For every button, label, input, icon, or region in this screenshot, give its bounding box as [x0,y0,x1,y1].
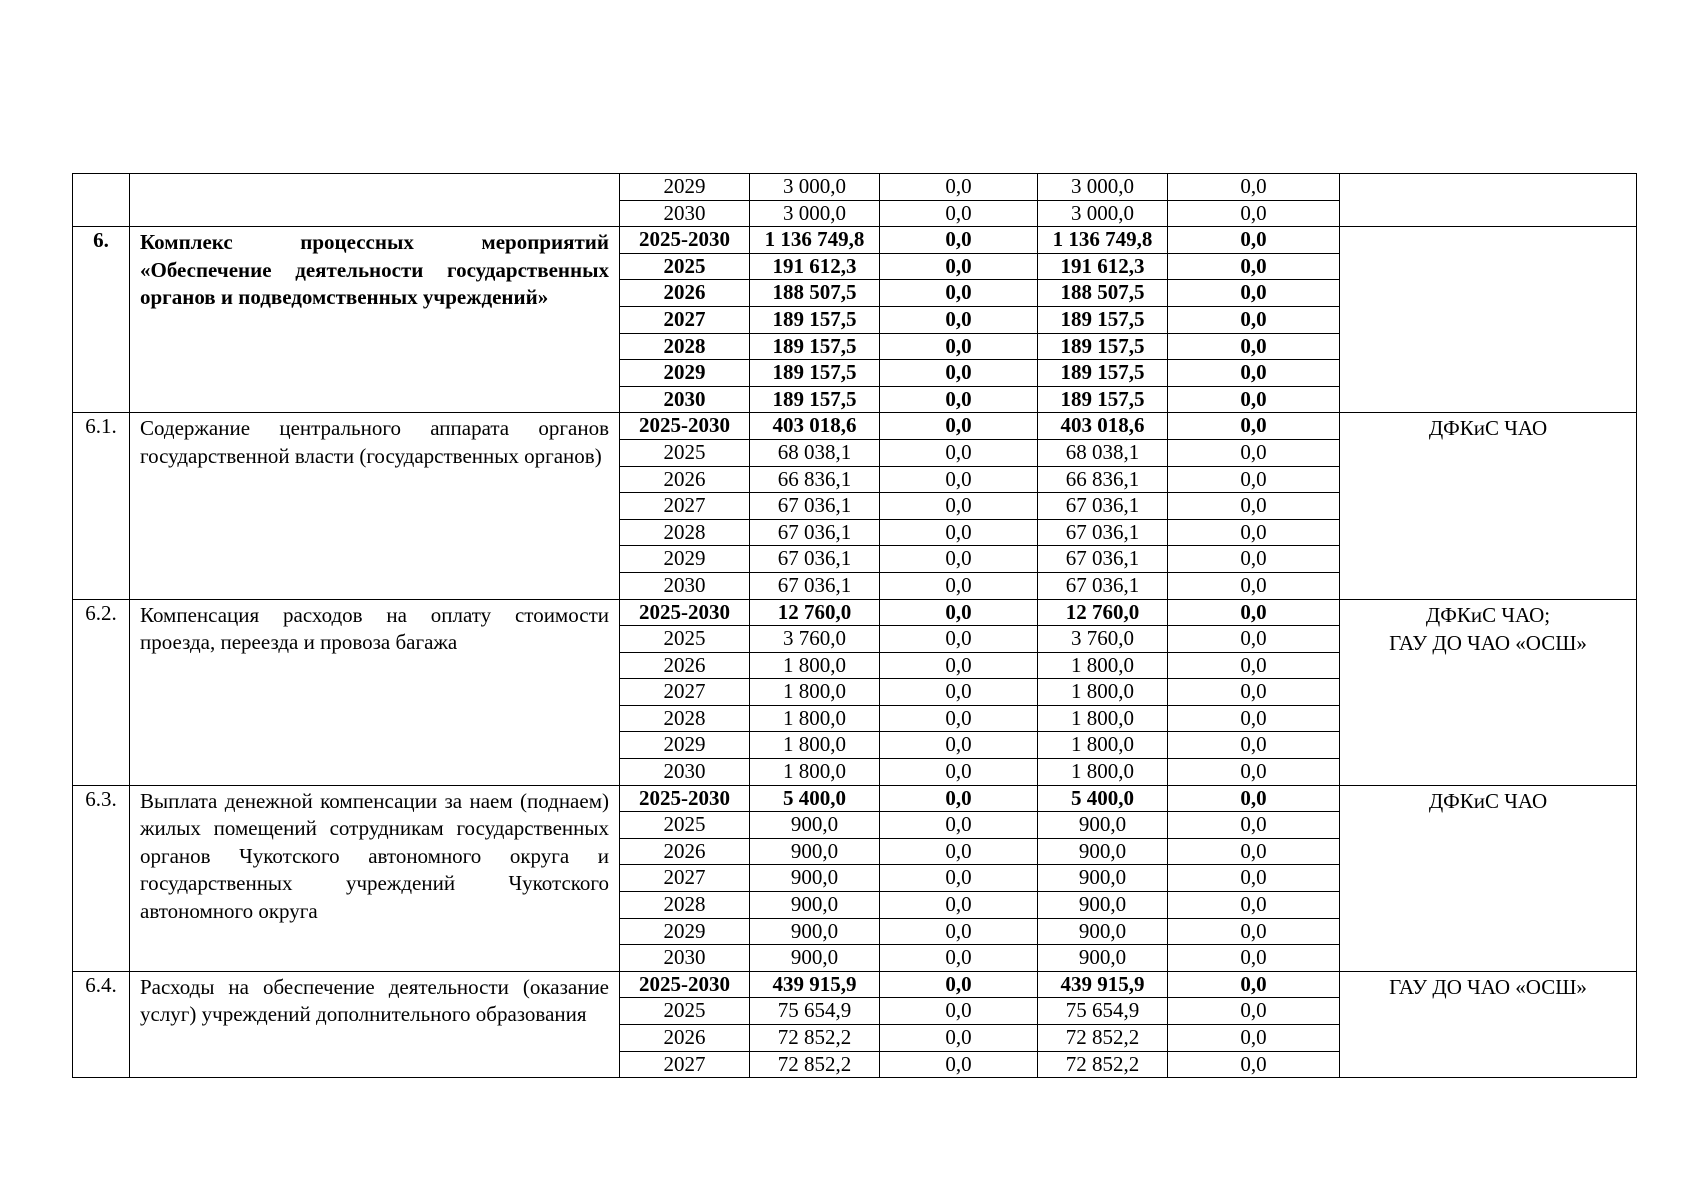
regional-budget-cell: 1 800,0 [1038,732,1168,759]
regional-budget-cell: 1 800,0 [1038,652,1168,679]
federal-budget-cell: 0,0 [880,360,1038,387]
other-sources-cell: 0,0 [1168,439,1340,466]
federal-budget-cell: 0,0 [880,945,1038,972]
other-sources-cell: 0,0 [1168,971,1340,998]
other-sources-cell: 0,0 [1168,812,1340,839]
responsible-executor-line: ГАУ ДО ЧАО «ОСШ» [1389,630,1587,655]
regional-budget-cell: 189 157,5 [1038,360,1168,387]
responsible-executor-cell [1340,971,1637,1077]
federal-budget-cell: 0,0 [880,652,1038,679]
regional-budget-cell: 900,0 [1038,945,1168,972]
item-name-cell: Компенсация расходов на оплату стоимости проезда, переезда и провоза багажа [130,599,620,785]
responsible-executor-cell [1340,174,1637,227]
regional-budget-cell: 189 157,5 [1038,333,1168,360]
year-cell: 2025-2030 [620,413,750,440]
federal-budget-cell: 0,0 [880,785,1038,812]
year-cell: 2027 [620,865,750,892]
year-cell: 2028 [620,333,750,360]
federal-budget-cell: 0,0 [880,679,1038,706]
year-cell: 2026 [620,466,750,493]
federal-budget-cell: 0,0 [880,705,1038,732]
regional-budget-cell: 439 915,9 [1038,971,1168,998]
federal-budget-cell: 0,0 [880,865,1038,892]
regional-budget-cell: 72 852,2 [1038,1051,1168,1078]
regional-budget-cell: 188 507,5 [1038,280,1168,307]
total-amount-cell: 1 800,0 [750,705,880,732]
regional-budget-cell: 1 800,0 [1038,705,1168,732]
federal-budget-cell: 0,0 [880,200,1038,227]
federal-budget-cell: 0,0 [880,892,1038,919]
item-number-cell [73,174,130,227]
regional-budget-cell: 403 018,6 [1038,413,1168,440]
federal-budget-cell: 0,0 [880,386,1038,413]
total-amount-cell: 67 036,1 [750,546,880,573]
item-number-cell: 6.4. [73,971,130,1077]
year-cell: 2027 [620,679,750,706]
federal-budget-cell: 0,0 [880,519,1038,546]
responsible-executor-cell [1340,413,1637,599]
year-cell: 2026 [620,1025,750,1052]
year-cell: 2025 [620,626,750,653]
regional-budget-cell: 3 000,0 [1038,174,1168,201]
table-row [73,971,1637,998]
federal-budget-cell: 0,0 [880,599,1038,626]
federal-budget-cell: 0,0 [880,439,1038,466]
other-sources-cell: 0,0 [1168,306,1340,333]
federal-budget-cell: 0,0 [880,759,1038,786]
responsible-executor-line: ДФКиС ЧАО [1428,416,1548,441]
year-cell: 2026 [620,652,750,679]
regional-budget-cell: 67 036,1 [1038,572,1168,599]
year-cell: 2030 [620,945,750,972]
table-body [73,174,1637,1078]
responsible-executor-line: ДФКиС ЧАО [1428,788,1548,813]
federal-budget-cell: 0,0 [880,1051,1038,1078]
total-amount-cell: 900,0 [750,838,880,865]
regional-budget-cell: 900,0 [1038,918,1168,945]
year-cell: 2025-2030 [620,227,750,254]
total-amount-cell: 67 036,1 [750,572,880,599]
regional-budget-cell: 1 800,0 [1038,759,1168,786]
regional-budget-cell: 3 760,0 [1038,626,1168,653]
federal-budget-cell: 0,0 [880,998,1038,1025]
regional-budget-cell: 72 852,2 [1038,1025,1168,1052]
total-amount-cell: 189 157,5 [750,386,880,413]
other-sources-cell: 0,0 [1168,865,1340,892]
year-cell: 2027 [620,493,750,520]
regional-budget-cell: 66 836,1 [1038,466,1168,493]
other-sources-cell: 0,0 [1168,732,1340,759]
item-name-cell: Содержание центрального аппарата органов государственной власти (государственных органов) [130,413,620,599]
year-cell: 2029 [620,360,750,387]
item-number-cell: 6.1. [73,413,130,599]
year-cell: 2025 [620,253,750,280]
other-sources-cell: 0,0 [1168,174,1340,201]
other-sources-cell: 0,0 [1168,546,1340,573]
table-row [73,174,1637,201]
total-amount-cell: 403 018,6 [750,413,880,440]
regional-budget-cell: 1 800,0 [1038,679,1168,706]
year-cell: 2029 [620,546,750,573]
federal-budget-cell: 0,0 [880,812,1038,839]
year-cell: 2026 [620,280,750,307]
responsible-executor-cell [1340,599,1637,785]
other-sources-cell: 0,0 [1168,599,1340,626]
other-sources-cell: 0,0 [1168,652,1340,679]
regional-budget-cell: 3 000,0 [1038,200,1168,227]
year-cell: 2027 [620,306,750,333]
year-cell: 2029 [620,918,750,945]
year-cell: 2026 [620,838,750,865]
total-amount-cell: 67 036,1 [750,493,880,520]
other-sources-cell: 0,0 [1168,466,1340,493]
table-row [73,785,1637,812]
total-amount-cell: 3 760,0 [750,626,880,653]
other-sources-cell: 0,0 [1168,333,1340,360]
other-sources-cell: 0,0 [1168,785,1340,812]
federal-budget-cell: 0,0 [880,546,1038,573]
other-sources-cell: 0,0 [1168,200,1340,227]
year-cell: 2029 [620,174,750,201]
other-sources-cell: 0,0 [1168,1051,1340,1078]
total-amount-cell: 68 038,1 [750,439,880,466]
total-amount-cell: 3 000,0 [750,174,880,201]
other-sources-cell: 0,0 [1168,253,1340,280]
total-amount-cell: 1 800,0 [750,652,880,679]
regional-budget-cell: 67 036,1 [1038,546,1168,573]
other-sources-cell: 0,0 [1168,493,1340,520]
year-cell: 2025 [620,812,750,839]
item-number-cell: 6. [73,227,130,413]
regional-budget-cell: 67 036,1 [1038,519,1168,546]
year-cell: 2030 [620,759,750,786]
federal-budget-cell: 0,0 [880,280,1038,307]
year-cell: 2027 [620,1051,750,1078]
total-amount-cell: 900,0 [750,892,880,919]
regional-budget-cell: 191 612,3 [1038,253,1168,280]
table-row [73,413,1637,440]
regional-budget-cell: 67 036,1 [1038,493,1168,520]
regional-budget-cell: 900,0 [1038,838,1168,865]
federal-budget-cell: 0,0 [880,572,1038,599]
federal-budget-cell: 0,0 [880,466,1038,493]
total-amount-cell: 900,0 [750,918,880,945]
year-cell: 2029 [620,732,750,759]
other-sources-cell: 0,0 [1168,705,1340,732]
other-sources-cell: 0,0 [1168,998,1340,1025]
federal-budget-cell: 0,0 [880,493,1038,520]
total-amount-cell: 189 157,5 [750,306,880,333]
responsible-executor-cell [1340,227,1637,413]
other-sources-cell: 0,0 [1168,838,1340,865]
regional-budget-cell: 68 038,1 [1038,439,1168,466]
year-cell: 2025-2030 [620,971,750,998]
year-cell: 2028 [620,705,750,732]
regional-budget-cell: 189 157,5 [1038,386,1168,413]
year-cell: 2030 [620,572,750,599]
other-sources-cell: 0,0 [1168,227,1340,254]
other-sources-cell: 0,0 [1168,572,1340,599]
federal-budget-cell: 0,0 [880,1025,1038,1052]
responsible-executor-line: ГАУ ДО ЧАО «ОСШ» [1389,974,1587,999]
total-amount-cell: 67 036,1 [750,519,880,546]
total-amount-cell: 900,0 [750,812,880,839]
federal-budget-cell: 0,0 [880,413,1038,440]
year-cell: 2030 [620,386,750,413]
other-sources-cell: 0,0 [1168,759,1340,786]
federal-budget-cell: 0,0 [880,918,1038,945]
other-sources-cell: 0,0 [1168,519,1340,546]
item-name-cell: Комплекс процессных мероприятий «Обеспечение деятельности государственных органов и подведомственных учреждений» [130,227,620,413]
year-cell: 2030 [620,200,750,227]
table-row [73,227,1637,254]
federal-budget-cell: 0,0 [880,732,1038,759]
federal-budget-cell: 0,0 [880,333,1038,360]
total-amount-cell: 191 612,3 [750,253,880,280]
item-name-cell: Выплата денежной компенсации за наем (поднаем) жилых помещений сотрудникам государственных органов Чукотского автономного округа и государственных учреждений Чукотского автономного округа [130,785,620,971]
item-name-cell [130,174,620,227]
total-amount-cell: 900,0 [750,945,880,972]
federal-budget-cell: 0,0 [880,306,1038,333]
total-amount-cell: 72 852,2 [750,1051,880,1078]
other-sources-cell: 0,0 [1168,280,1340,307]
total-amount-cell: 3 000,0 [750,200,880,227]
regional-budget-cell: 900,0 [1038,865,1168,892]
federal-budget-cell: 0,0 [880,174,1038,201]
table-row [73,599,1637,626]
other-sources-cell: 0,0 [1168,413,1340,440]
regional-budget-cell: 900,0 [1038,892,1168,919]
item-name-cell: Расходы на обеспечение деятельности (оказание услуг) учреждений дополнительного образования [130,971,620,1077]
total-amount-cell: 189 157,5 [750,360,880,387]
total-amount-cell: 1 136 749,8 [750,227,880,254]
other-sources-cell: 0,0 [1168,679,1340,706]
total-amount-cell: 1 800,0 [750,679,880,706]
year-cell: 2025-2030 [620,599,750,626]
responsible-executor-line: ДФКиС ЧАО; [1425,602,1551,627]
year-cell: 2025-2030 [620,785,750,812]
federal-budget-cell: 0,0 [880,838,1038,865]
other-sources-cell: 0,0 [1168,945,1340,972]
regional-budget-cell: 75 654,9 [1038,998,1168,1025]
responsible-executor-cell [1340,785,1637,971]
item-number-cell: 6.2. [73,599,130,785]
total-amount-cell: 189 157,5 [750,333,880,360]
budget-table [72,173,1637,1078]
total-amount-cell: 72 852,2 [750,1025,880,1052]
regional-budget-cell: 12 760,0 [1038,599,1168,626]
federal-budget-cell: 0,0 [880,971,1038,998]
total-amount-cell: 900,0 [750,865,880,892]
other-sources-cell: 0,0 [1168,892,1340,919]
regional-budget-cell: 189 157,5 [1038,306,1168,333]
item-number-cell: 6.3. [73,785,130,971]
other-sources-cell: 0,0 [1168,626,1340,653]
federal-budget-cell: 0,0 [880,626,1038,653]
total-amount-cell: 188 507,5 [750,280,880,307]
year-cell: 2028 [620,519,750,546]
regional-budget-cell: 5 400,0 [1038,785,1168,812]
total-amount-cell: 1 800,0 [750,732,880,759]
total-amount-cell: 439 915,9 [750,971,880,998]
year-cell: 2025 [620,439,750,466]
federal-budget-cell: 0,0 [880,227,1038,254]
other-sources-cell: 0,0 [1168,386,1340,413]
federal-budget-cell: 0,0 [880,253,1038,280]
total-amount-cell: 5 400,0 [750,785,880,812]
other-sources-cell: 0,0 [1168,1025,1340,1052]
total-amount-cell: 66 836,1 [750,466,880,493]
year-cell: 2025 [620,998,750,1025]
total-amount-cell: 75 654,9 [750,998,880,1025]
year-cell: 2028 [620,892,750,919]
regional-budget-cell: 900,0 [1038,812,1168,839]
total-amount-cell: 1 800,0 [750,759,880,786]
total-amount-cell: 12 760,0 [750,599,880,626]
other-sources-cell: 0,0 [1168,918,1340,945]
other-sources-cell: 0,0 [1168,360,1340,387]
regional-budget-cell: 1 136 749,8 [1038,227,1168,254]
